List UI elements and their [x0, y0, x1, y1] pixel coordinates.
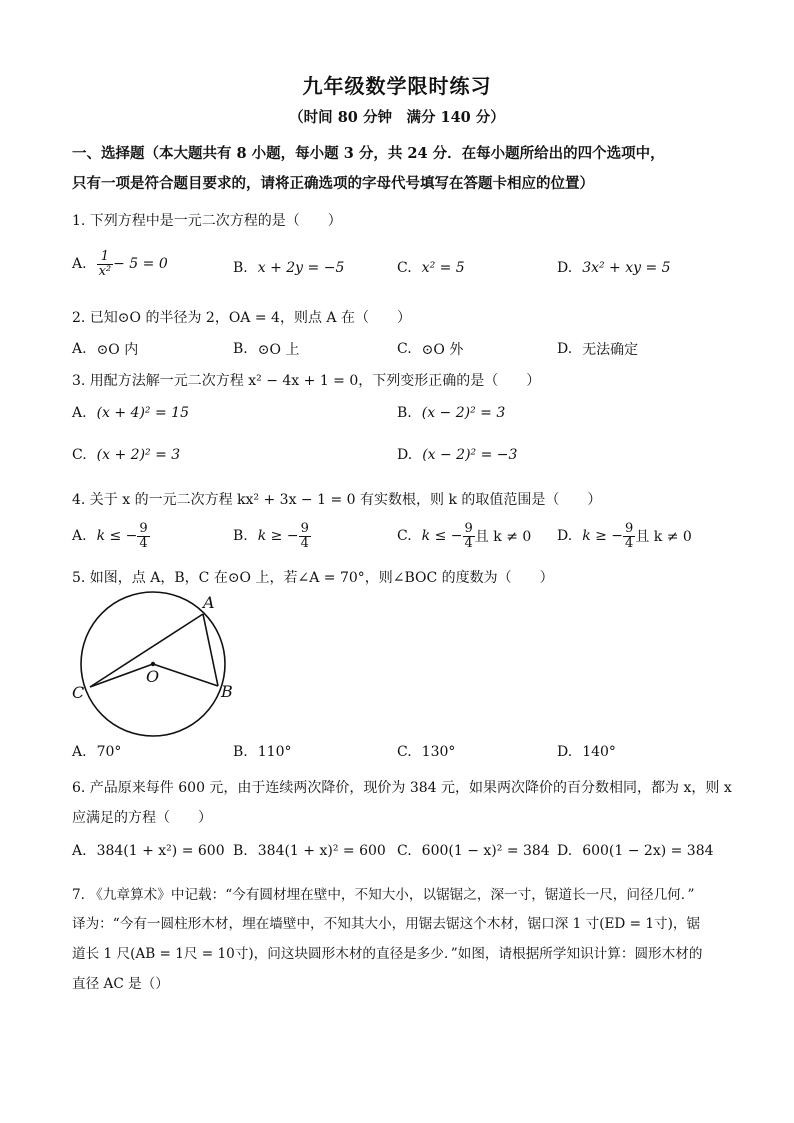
q5-option-c-text: 130°	[421, 744, 456, 760]
q3-stem: 3. 用配方法解一元二次方程 x² − 4x + 1 = 0，下列变形正确的是（ ）	[72, 373, 541, 389]
q4-option-a	[72, 522, 150, 550]
q3-option-c-text: (x + 2)² = 3	[96, 447, 181, 463]
q5-label-o: O	[146, 667, 160, 686]
q1-option-b-text: x + 2y = −5	[257, 260, 345, 276]
q5-option-b-label: B.	[233, 744, 248, 760]
q3-option-b	[397, 405, 505, 421]
q4-option-c-denominator: 4	[464, 535, 473, 551]
q4-option-b-fraction	[299, 522, 311, 550]
q4-option-a-fraction	[137, 522, 149, 550]
q2-option-a	[72, 339, 138, 359]
q2-option-b-text: ⊙O 上	[257, 342, 300, 358]
q5-chord-ab	[203, 614, 218, 686]
q6-option-a	[72, 843, 225, 859]
q6-option-d-label: D.	[557, 843, 573, 859]
q4-option-b-numerator: 9	[300, 521, 309, 536]
q3-option-d-label: D.	[397, 447, 413, 463]
q5-center-dot	[151, 662, 155, 666]
q2-option-c-text: ⊙O 外	[421, 342, 464, 358]
q4-option-c	[397, 522, 531, 550]
q3-option-b-text: (x − 2)² = 3	[421, 405, 506, 421]
q1-option-d-text: 3x² + xy = 5	[582, 260, 671, 276]
q3-option-a	[72, 405, 189, 421]
q4-option-c-pre: k ≤ −	[421, 528, 463, 545]
q4-option-d-fraction	[623, 522, 635, 550]
q4-option-d-label: D.	[557, 528, 573, 545]
q7-stem-line3: 道长 1 尺(AB = 1尺 = 10寸)，问这块圆形木材的直径是多少．”如图，请根据所学知识计算：圆形木材的	[72, 946, 703, 962]
q1-option-a-label: A.	[72, 256, 87, 273]
q5-option-a	[72, 744, 121, 760]
q5-stem: 5. 如图，点 A，B，C 在⊙O 上，若∠A = 70°，则∠BOC 的度数为（ ）	[72, 570, 554, 586]
q2-option-b	[233, 339, 299, 359]
q6-option-a-text: 384(1 + x²) = 600	[96, 843, 225, 859]
q2-stem: 2. 已知⊙O 的半径为 2，OA = 4，则点 A 在（ ）	[72, 310, 411, 326]
q2-option-a-label: A.	[72, 341, 87, 357]
q3-option-c	[72, 447, 180, 463]
q4-option-a-pre: k ≤ −	[96, 528, 138, 545]
q5-label-a: A	[203, 593, 215, 612]
q4-option-b-denominator: 4	[300, 535, 309, 551]
q2-option-c	[397, 339, 463, 359]
q6-option-b	[233, 843, 386, 859]
q7-stem-line2: 译为：“今有一圆柱形木材，埋在墙壁中，不知其大小，用锯去锯这个木材，锯口深 1 寸(ED = 1寸)，锯	[72, 916, 701, 932]
q4-option-a-numerator: 9	[139, 521, 148, 536]
q2-option-a-text: ⊙O 内	[96, 342, 139, 358]
q1-option-d	[557, 260, 671, 276]
q4-option-d-denominator: 4	[625, 535, 634, 551]
q4-option-c-post: 且 k ≠ 0	[474, 529, 532, 546]
q1-option-a-denominator: x²	[98, 263, 112, 279]
q3-option-d-text: (x − 2)² = −3	[422, 447, 518, 463]
q3-option-a-label: A.	[72, 405, 87, 421]
q5-option-d-text: 140°	[582, 744, 616, 760]
q1-option-a-rest: − 5 = 0	[113, 256, 168, 273]
q5-radius-ob	[153, 664, 218, 686]
q1-option-c	[397, 260, 465, 276]
q6-stem-line1: 6. 产品原来每件 600 元，由于连续两次降价，现价为 384 元，如果两次降价的百分数相同，都为 x，则 x	[72, 780, 732, 796]
q3-option-b-label: B.	[397, 405, 412, 421]
page-subtitle: （时间 80 分钟 满分 140 分）	[289, 109, 505, 126]
q1-option-c-text: x² = 5	[421, 260, 465, 276]
q5-option-b-text: 110°	[257, 744, 292, 760]
q5-option-c	[397, 744, 455, 760]
q4-stem: 4. 关于 x 的一元二次方程 kx² + 3x − 1 = 0 有实数根，则 k 的取值范围是（ ）	[72, 492, 602, 508]
q4-option-a-denominator: 4	[139, 535, 148, 551]
q4-option-b-pre: k ≥ −	[257, 528, 299, 545]
q2-option-b-label: B.	[233, 341, 248, 357]
q4-option-d-numerator: 9	[625, 521, 634, 536]
q1-stem: 1. 下列方程中是一元二次方程的是（ ）	[72, 213, 342, 229]
q4-option-d-post: 且 k ≠ 0	[635, 529, 692, 546]
q1-option-b	[233, 260, 344, 276]
q2-option-d-label: D.	[557, 341, 573, 357]
q4-option-d-pre: k ≥ −	[582, 528, 624, 545]
section-heading-line2: 只有一项是符合题目要求的，请将正确选项的字母代号填写在答题卡相应的位置）	[72, 175, 594, 192]
q3-option-a-text: (x + 4)² = 15	[96, 405, 189, 421]
q4-option-b	[233, 522, 311, 550]
q6-option-a-label: A.	[72, 843, 87, 859]
q6-option-c	[397, 843, 550, 859]
q1-option-a	[72, 250, 168, 278]
q2-option-c-label: C.	[397, 341, 412, 357]
q4-option-d	[557, 522, 692, 550]
section-heading-line1: 一、选择题（本大题共有 8 小题，每小题 3 分，共 24 分．在每小题所给出的四个选项中，	[72, 145, 665, 162]
q3-option-c-label: C.	[72, 447, 87, 463]
q6-option-b-label: B.	[233, 843, 248, 859]
page-title: 九年级数学限时练习	[302, 74, 492, 98]
q4-option-c-label: C.	[397, 528, 412, 545]
q4-option-c-numerator: 9	[464, 521, 473, 536]
q7-stem-line1: 7. 《九章算术》中记载：“今有圆材埋在壁中，不知大小，以锯锯之，深一寸，锯道长一尺，问径几何．”	[72, 887, 695, 903]
q5-option-d-label: D.	[557, 744, 573, 760]
q1-option-d-label: D.	[557, 260, 573, 276]
q1-option-a-numerator: 1	[100, 249, 109, 264]
q6-option-c-text: 600(1 − x)² = 384	[421, 843, 550, 859]
q2-option-d-text: 无法确定	[582, 342, 639, 358]
q6-option-c-label: C.	[397, 843, 412, 859]
q4-option-b-label: B.	[233, 528, 248, 545]
q1-option-c-label: C.	[397, 260, 412, 276]
q5-option-c-label: C.	[397, 744, 412, 760]
q6-option-d-text: 600(1 − 2x) = 384	[582, 843, 714, 859]
q5-circle-figure	[66, 590, 246, 750]
q1-option-a-fraction	[97, 250, 114, 278]
q5-option-b	[233, 744, 291, 760]
q6-stem-line2: 应满足的方程（ ）	[72, 810, 212, 826]
q5-option-a-text: 70°	[96, 744, 122, 760]
q1-option-b-label: B.	[233, 260, 248, 276]
q5-label-c: C	[72, 683, 85, 702]
q4-option-c-fraction	[463, 522, 475, 550]
q6-option-d	[557, 843, 714, 859]
q4-option-a-label: A.	[72, 528, 87, 545]
q6-option-b-text: 384(1 + x)² = 600	[257, 843, 386, 859]
q7-stem-line4: 直径 AC 是（）	[72, 976, 169, 992]
q5-label-b: B	[221, 682, 233, 701]
q3-option-d	[397, 447, 517, 463]
q5-option-d	[557, 744, 616, 760]
q2-option-d	[557, 339, 638, 359]
q5-option-a-label: A.	[72, 744, 87, 760]
